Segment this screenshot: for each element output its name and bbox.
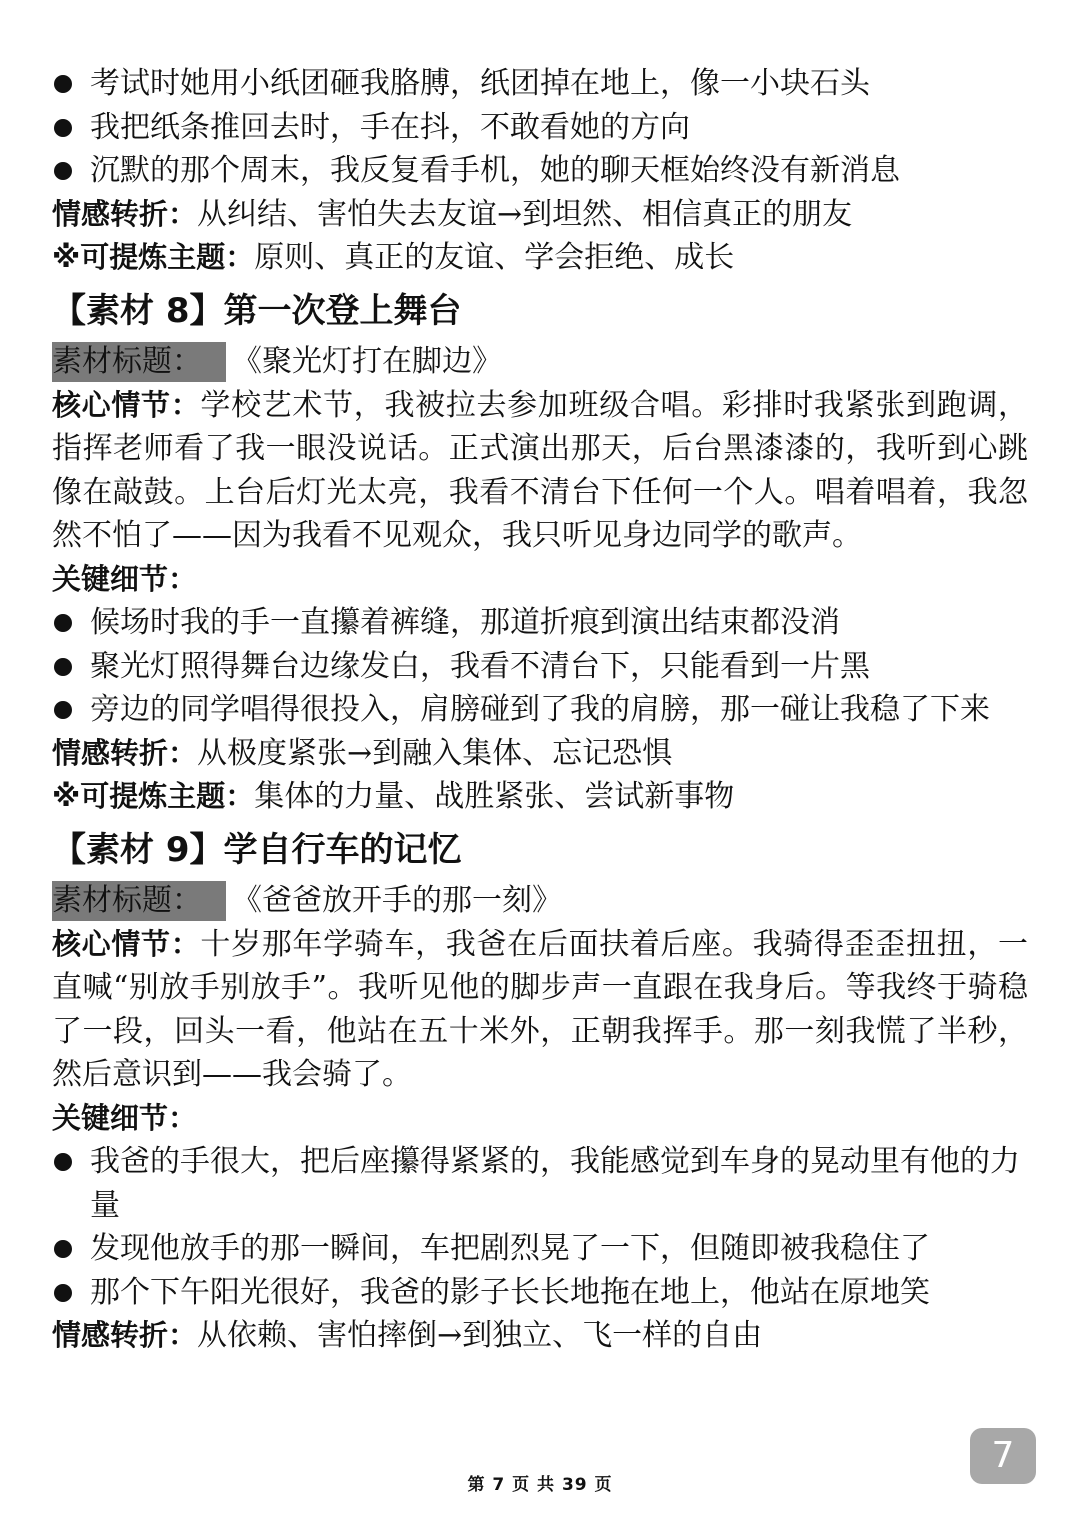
emotion-line <box>52 193 1032 237</box>
core-label: 核心情节： <box>52 387 201 422</box>
list-item: 发现他放手的那一瞬间，车把剧烈晃了一下，但随即被我稳住了 <box>52 1227 1032 1271</box>
material-9-heading: 【素材 9】学自行车的记忆 <box>52 829 462 870</box>
emotion-text: 从依赖、害怕摔倒→到独立、飞一样的自由 <box>197 1318 763 1353</box>
theme-label: ※可提炼主题： <box>52 240 255 274</box>
emotion-line <box>52 1314 1032 1358</box>
core-text: 十岁那年学骑车，我爸在后面扶着后座。我骑得歪歪扭扭，一直喊“别放手别放手”。我听见他的脚步声一直跟在我身后。等我终于骑稳了一段，回头一看，他站在五十米外，正朝我挥手。那一刻我慌了半秒，然后意识到——我会骑了。 <box>52 926 1028 1092</box>
page-badge: 7 <box>970 1428 1036 1484</box>
list-item: 我爸的手很大，把后座攥得紧紧的，我能感觉到车身的晃动里有他的力量 <box>52 1140 1032 1227</box>
detail-label: 关键细节： <box>52 1100 198 1135</box>
title-label: 素材标题： <box>52 342 226 382</box>
material-8-title-row <box>52 340 1032 384</box>
list-item: 我把纸条推回去时，手在抖，不敢看她的方向 <box>52 106 1032 150</box>
material-title: 《爸爸放开手的那一刻》 <box>232 882 562 918</box>
document-page <box>52 62 1032 1358</box>
emotion-line <box>52 732 1032 776</box>
material-9-title-row <box>52 879 1032 923</box>
theme-line <box>52 236 1032 280</box>
core-plot <box>52 923 1028 1097</box>
list-item: 考试时她用小纸团砸我胳膊，纸团掉在地上，像一小块石头 <box>52 62 1032 106</box>
core-plot <box>52 384 1028 558</box>
list-item: 沉默的那个周末，我反复看手机，她的聊天框始终没有新消息 <box>52 149 1032 193</box>
emotion-text: 从纠结、害怕失去友谊→到坦然、相信真正的朋友 <box>197 196 853 232</box>
emotion-text: 从极度紧张→到融入集体、忘记恐惧 <box>197 735 673 771</box>
theme-label: ※可提炼主题： <box>52 779 255 813</box>
material-8-heading: 【素材 8】第一次登上舞台 <box>52 290 462 331</box>
list-item: 那个下午阳光很好，我爸的影子长长地拖在地上，他站在原地笑 <box>52 1271 1032 1315</box>
emotion-label: 情感转折： <box>52 735 198 770</box>
core-text: 学校艺术节，我被拉去参加班级合唱。彩排时我紧张到跑调，指挥老师看了我一眼没说话。正式演出那天，后台黑漆漆的，我听到心跳像在敲鼓。上台后灯光太亮，我看不清台下任何一个人。唱着唱着，我忽然不怕了——因为我看不见观众，我只听见身边同学的歌声。 <box>52 387 1028 553</box>
detail-label: 关键细节： <box>52 561 198 596</box>
theme-text: 集体的力量、战胜紧张、尝试新事物 <box>254 779 735 814</box>
emotion-label: 情感转折： <box>52 1318 198 1352</box>
title-label: 素材标题： <box>52 881 226 921</box>
emotion-label: 情感转折： <box>52 196 198 231</box>
material-title: 《聚光灯打在脚边》 <box>232 343 502 379</box>
theme-line <box>52 775 1032 819</box>
list-item: 旁边的同学唱得很投入，肩膀碰到了我的肩膀，那一碰让我稳了下来 <box>52 688 1032 732</box>
list-item: 聚光灯照得舞台边缘发白，我看不清台下，只能看到一片黑 <box>52 645 1032 689</box>
theme-text: 原则、真正的友谊、学会拒绝、成长 <box>254 240 735 275</box>
list-item: 候场时我的手一直攥着裤缝，那道折痕到演出结束都没消 <box>52 601 1032 645</box>
core-label: 核心情节： <box>52 926 201 961</box>
page-number-text: 第 7 页 共 39 页 <box>467 1475 613 1495</box>
